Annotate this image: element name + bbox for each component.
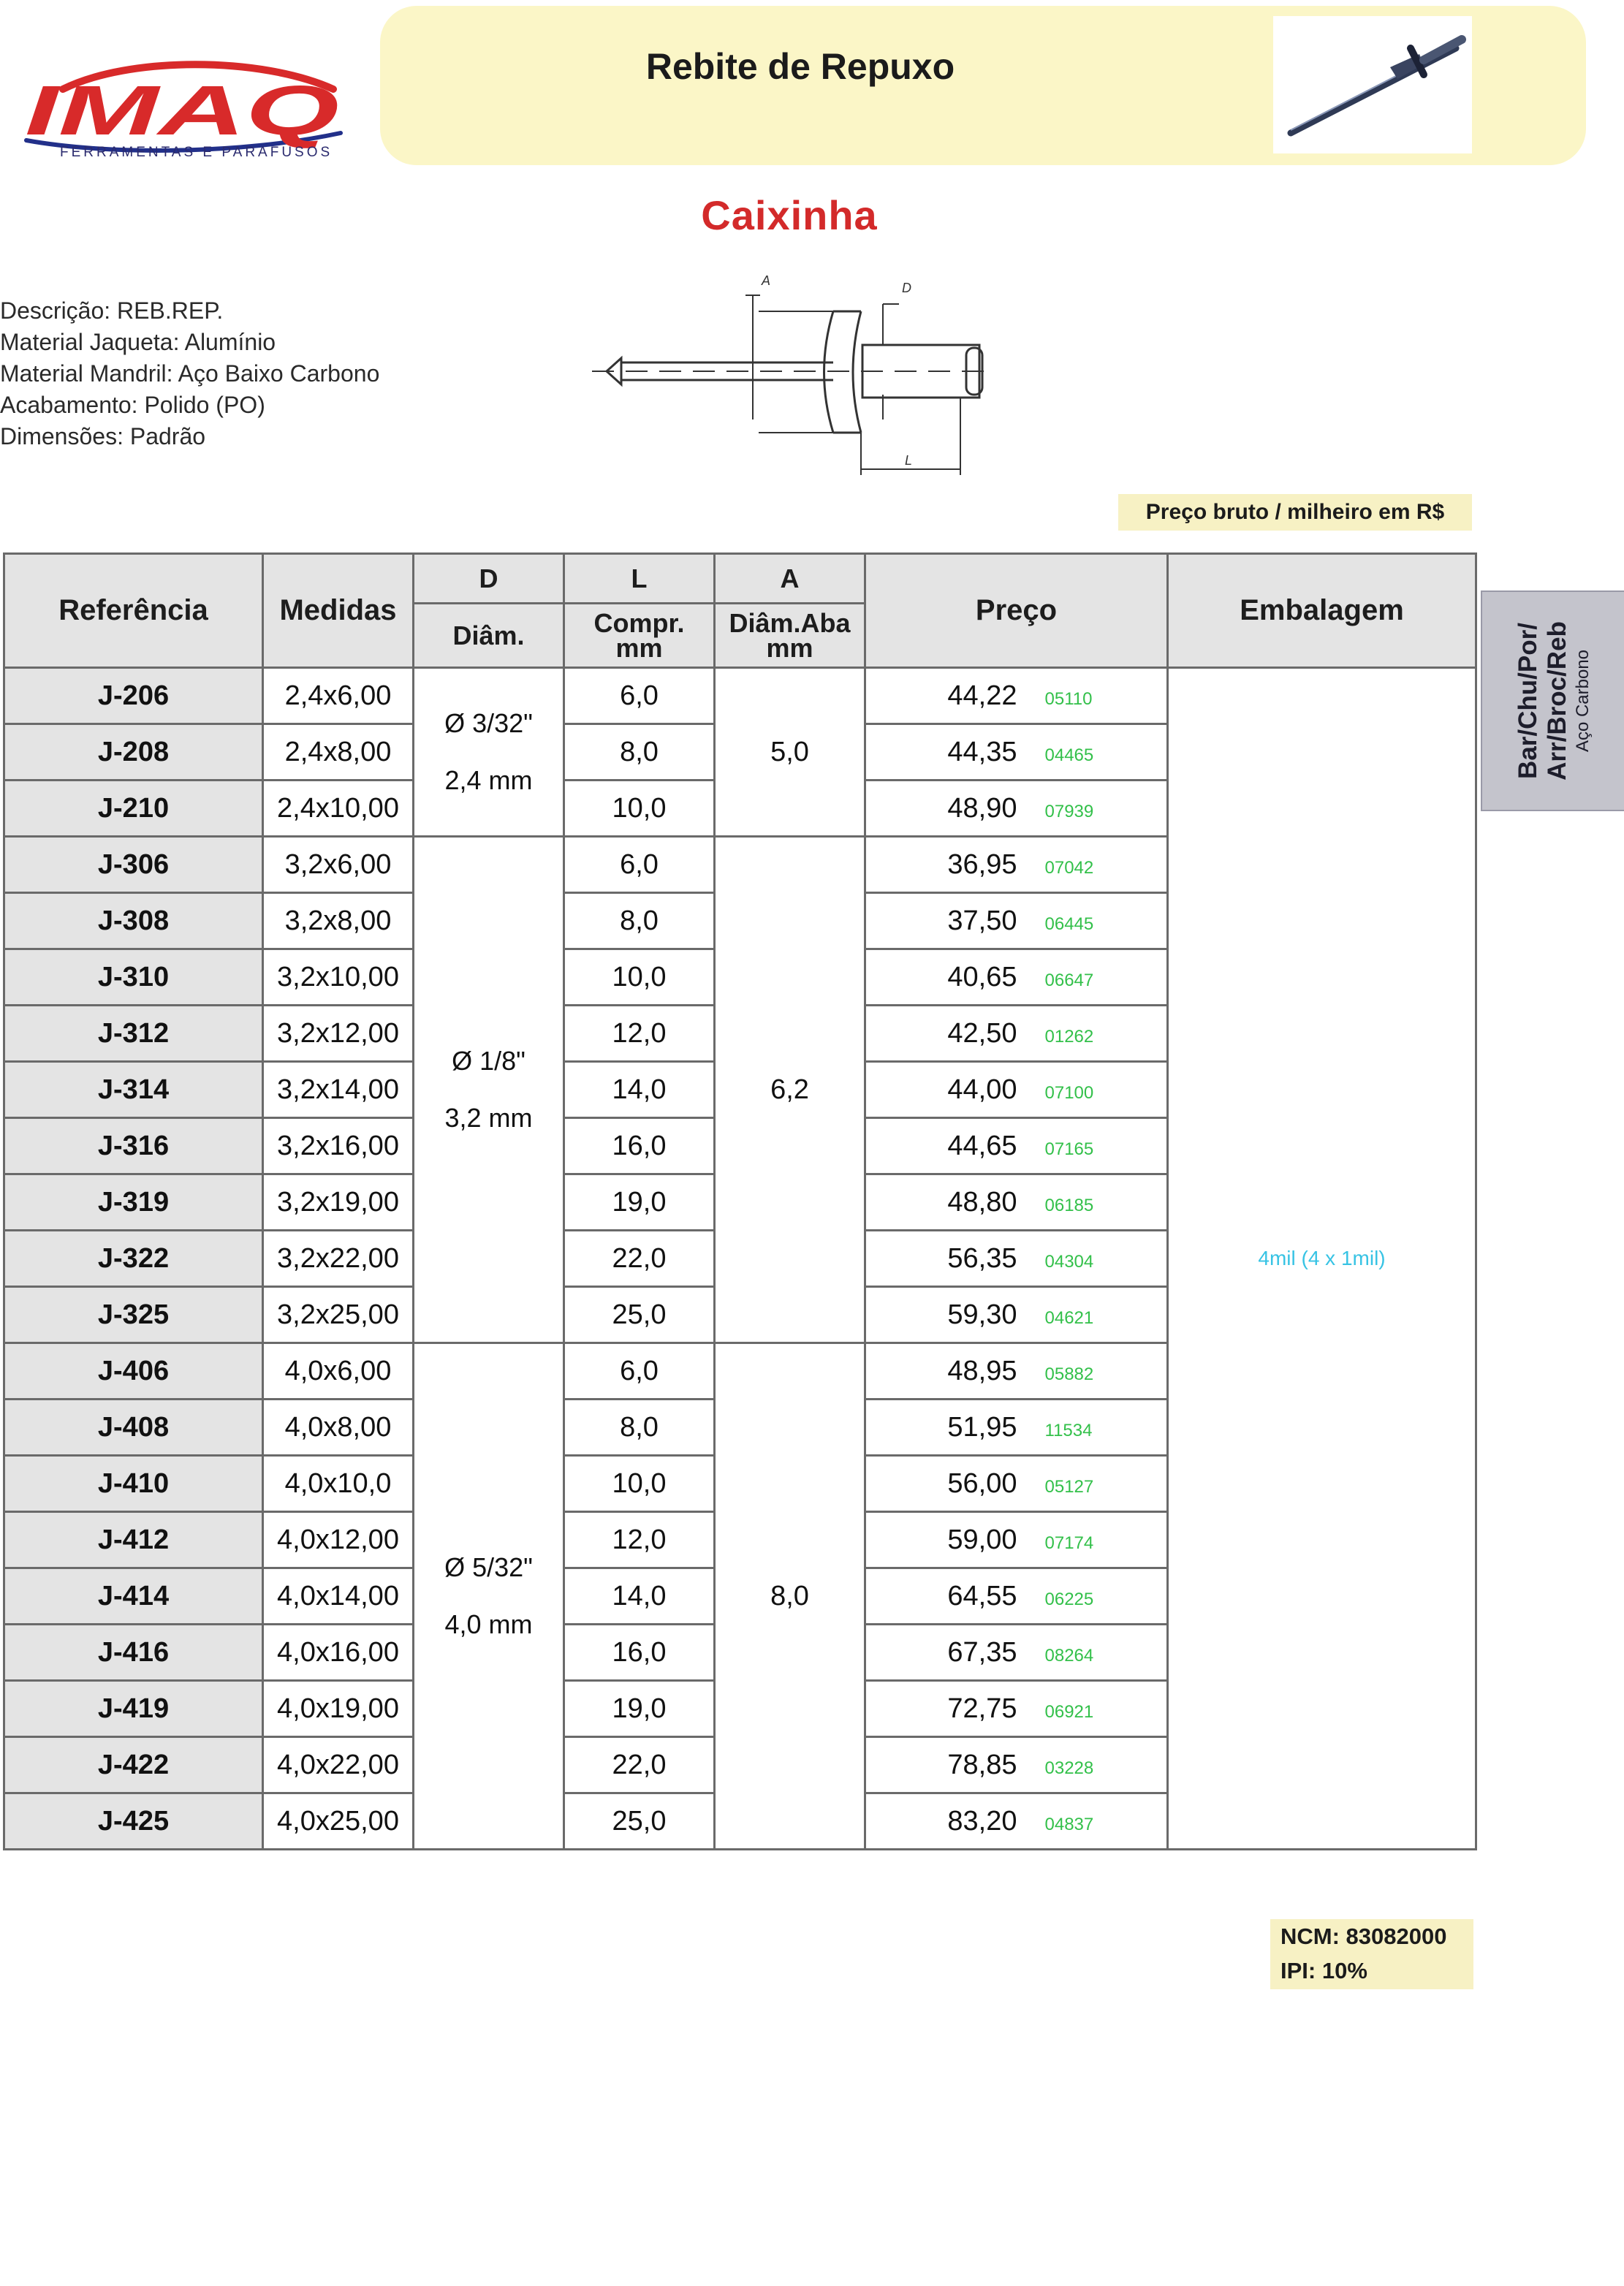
side-tab-line2: Arr/Broc/Reb — [1543, 621, 1571, 781]
cell-medidas: 4,0x10,0 — [263, 1456, 414, 1512]
cell-diametro-aba: 6,2 — [715, 837, 865, 1343]
price-value: 48,95 — [947, 1355, 1017, 1386]
product-code: 07100 — [1044, 1082, 1094, 1103]
header-l-sub-line1: Compr. — [593, 607, 685, 638]
side-tab-text — [1514, 621, 1594, 781]
cell-referencia: J-325 — [4, 1287, 263, 1343]
cell-preco — [865, 893, 1168, 949]
cell-preco — [865, 1343, 1168, 1400]
cell-comprimento: 14,0 — [564, 1062, 715, 1118]
cell-referencia: J-314 — [4, 1062, 263, 1118]
cell-medidas: 3,2x19,00 — [263, 1174, 414, 1231]
product-code: 03228 — [1044, 1758, 1094, 1778]
cell-medidas: 3,2x14,00 — [263, 1062, 414, 1118]
cell-referencia: J-316 — [4, 1118, 263, 1174]
cell-preco — [865, 1118, 1168, 1174]
product-code: 06647 — [1044, 970, 1094, 990]
cell-diametro-aba: 8,0 — [715, 1343, 865, 1850]
cell-medidas: 2,4x8,00 — [263, 724, 414, 781]
product-code: 01262 — [1044, 1026, 1094, 1047]
diametro-mm: 3,2 mm — [444, 1103, 533, 1133]
page-subtitle: Caixinha — [701, 192, 878, 238]
header-a: A — [715, 554, 865, 604]
drawing-label-l: L — [905, 453, 913, 468]
cell-preco — [865, 1512, 1168, 1568]
cell-preco — [865, 1681, 1168, 1737]
cell-referencia: J-322 — [4, 1231, 263, 1287]
price-value: 56,35 — [947, 1242, 1017, 1274]
cell-preco — [865, 1231, 1168, 1287]
cell-preco — [865, 781, 1168, 837]
header-referencia: Referência — [4, 554, 263, 668]
diametro-inch: Ø 3/32" — [444, 708, 533, 738]
cell-medidas: 4,0x22,00 — [263, 1737, 414, 1793]
description-line: Material Jaqueta: Alumínio — [0, 329, 276, 355]
cell-referencia: J-410 — [4, 1456, 263, 1512]
side-tab-line3: Aço Carbono — [1573, 649, 1593, 753]
cell-referencia: J-206 — [4, 668, 263, 724]
cell-referencia: J-425 — [4, 1793, 263, 1850]
cell-referencia: J-312 — [4, 1006, 263, 1062]
product-code: 05882 — [1044, 1364, 1094, 1384]
category-side-tab[interactable] — [1481, 591, 1624, 811]
cell-comprimento: 12,0 — [564, 1512, 715, 1568]
header-preco: Preço — [865, 554, 1168, 668]
cell-referencia: J-306 — [4, 837, 263, 893]
rivet-technical-drawing — [592, 263, 1001, 482]
product-photo — [1273, 16, 1472, 153]
cell-diametro-aba: 5,0 — [715, 668, 865, 837]
logo-tagline: FERRAMENTAS E PARAFUSOS — [60, 145, 333, 160]
title-panel — [380, 6, 1586, 165]
product-code: 07939 — [1044, 801, 1094, 821]
cell-medidas: 3,2x16,00 — [263, 1118, 414, 1174]
price-table — [3, 552, 1477, 1850]
cell-preco — [865, 1568, 1168, 1625]
cell-medidas: 3,2x25,00 — [263, 1287, 414, 1343]
product-code: 04837 — [1044, 1814, 1094, 1834]
cell-embalagem: 4mil (4 x 1mil) — [1168, 668, 1476, 1850]
price-value: 42,50 — [947, 1017, 1017, 1049]
product-code: 11534 — [1044, 1420, 1093, 1440]
product-code: 06225 — [1044, 1589, 1094, 1609]
cell-medidas: 3,2x10,00 — [263, 949, 414, 1006]
cell-referencia: J-208 — [4, 724, 263, 781]
cell-comprimento: 10,0 — [564, 781, 715, 837]
cell-comprimento: 19,0 — [564, 1681, 715, 1737]
diametro-mm: 4,0 mm — [444, 1609, 533, 1639]
cell-comprimento: 16,0 — [564, 1625, 715, 1681]
cell-preco — [865, 1400, 1168, 1456]
cell-diametro — [414, 1343, 564, 1850]
product-code: 04304 — [1044, 1251, 1094, 1272]
cell-medidas: 2,4x6,00 — [263, 668, 414, 724]
product-code: 05110 — [1044, 688, 1093, 709]
rivet-photo-image — [1273, 16, 1472, 153]
cell-referencia: J-414 — [4, 1568, 263, 1625]
cell-preco — [865, 1737, 1168, 1793]
cell-comprimento: 22,0 — [564, 1231, 715, 1287]
cell-comprimento: 22,0 — [564, 1737, 715, 1793]
header-a-sub-line2: mm — [766, 632, 813, 663]
product-code: 07042 — [1044, 857, 1094, 878]
cell-preco — [865, 1006, 1168, 1062]
drawing-label-a: A — [762, 273, 771, 288]
product-code: 08264 — [1044, 1645, 1094, 1666]
header-d-sub: Diâm. — [414, 604, 564, 668]
cell-comprimento: 6,0 — [564, 837, 715, 893]
cell-diametro — [414, 668, 564, 837]
cell-medidas: 4,0x19,00 — [263, 1681, 414, 1737]
product-code: 06921 — [1044, 1701, 1094, 1722]
ipi-rate: IPI: 10% — [1280, 1958, 1367, 1983]
cell-comprimento: 12,0 — [564, 1006, 715, 1062]
table-body — [4, 668, 1476, 1850]
product-code: 06445 — [1044, 914, 1094, 934]
cell-medidas: 3,2x12,00 — [263, 1006, 414, 1062]
price-value: 48,90 — [947, 792, 1017, 824]
cell-referencia: J-416 — [4, 1625, 263, 1681]
product-code: 07174 — [1044, 1533, 1094, 1553]
cell-preco — [865, 668, 1168, 724]
price-value: 44,00 — [947, 1074, 1017, 1105]
cell-medidas: 4,0x16,00 — [263, 1625, 414, 1681]
cell-referencia: J-412 — [4, 1512, 263, 1568]
rivet-drawing-svg — [592, 263, 1001, 482]
cell-diametro — [414, 837, 564, 1343]
price-value: 51,95 — [947, 1411, 1017, 1443]
product-code: 06185 — [1044, 1195, 1094, 1215]
diametro-inch: Ø 1/8" — [452, 1046, 525, 1076]
cell-preco — [865, 1062, 1168, 1118]
cell-comprimento: 8,0 — [564, 893, 715, 949]
cell-comprimento: 6,0 — [564, 1343, 715, 1400]
price-value: 37,50 — [947, 905, 1017, 936]
description-line: Material Mandril: Aço Baixo Carbono — [0, 360, 380, 387]
price-value: 48,80 — [947, 1186, 1017, 1218]
price-note: Preço bruto / milheiro em R$ — [1118, 494, 1472, 531]
cell-comprimento: 8,0 — [564, 1400, 715, 1456]
header-embalagem: Embalagem — [1168, 554, 1476, 668]
cell-comprimento: 25,0 — [564, 1287, 715, 1343]
side-tab-line1: Bar/Chu/Por/ — [1514, 623, 1542, 779]
price-value: 67,35 — [947, 1636, 1017, 1668]
price-value: 56,00 — [947, 1467, 1017, 1499]
product-code: 05127 — [1044, 1476, 1094, 1497]
product-code: 07165 — [1044, 1139, 1094, 1159]
cell-referencia: J-408 — [4, 1400, 263, 1456]
tax-info — [1270, 1919, 1473, 1989]
cell-comprimento: 14,0 — [564, 1568, 715, 1625]
price-value: 64,55 — [947, 1580, 1017, 1611]
cell-comprimento: 10,0 — [564, 1456, 715, 1512]
cell-preco — [865, 724, 1168, 781]
header-d: D — [414, 554, 564, 604]
description-line: Acabamento: Polido (PO) — [0, 392, 265, 418]
cell-referencia: J-310 — [4, 949, 263, 1006]
cell-medidas: 4,0x14,00 — [263, 1568, 414, 1625]
price-value: 44,65 — [947, 1130, 1017, 1161]
price-value: 72,75 — [947, 1693, 1017, 1724]
header-l-sub-line2: mm — [615, 632, 663, 663]
cell-comprimento: 10,0 — [564, 949, 715, 1006]
price-value: 40,65 — [947, 961, 1017, 992]
ncm-code: NCM: 83082000 — [1280, 1924, 1447, 1949]
header-l: L — [564, 554, 715, 604]
logo-brand: IMAQ — [25, 72, 339, 150]
cell-medidas: 4,0x6,00 — [263, 1343, 414, 1400]
cell-referencia: J-210 — [4, 781, 263, 837]
cell-medidas: 4,0x25,00 — [263, 1793, 414, 1850]
cell-referencia: J-422 — [4, 1737, 263, 1793]
table-header-row — [4, 554, 1476, 604]
cell-comprimento: 6,0 — [564, 668, 715, 724]
table-row — [4, 668, 1476, 724]
price-value: 44,35 — [947, 736, 1017, 767]
header-a-sub-line1: Diâm.Aba — [729, 607, 851, 638]
description-line: Dimensões: Padrão — [0, 423, 206, 449]
price-value: 44,22 — [947, 680, 1017, 711]
cell-referencia: J-319 — [4, 1174, 263, 1231]
header-l-sub — [564, 604, 715, 668]
cell-preco — [865, 1625, 1168, 1681]
drawing-label-d: D — [902, 281, 911, 295]
cell-preco — [865, 1793, 1168, 1850]
price-value: 59,00 — [947, 1524, 1017, 1555]
header-a-sub — [715, 604, 865, 668]
cell-medidas: 4,0x12,00 — [263, 1512, 414, 1568]
cell-preco — [865, 1456, 1168, 1512]
price-value: 36,95 — [947, 848, 1017, 880]
price-value: 78,85 — [947, 1749, 1017, 1780]
cell-medidas: 3,2x8,00 — [263, 893, 414, 949]
cell-referencia: J-406 — [4, 1343, 263, 1400]
price-value: 83,20 — [947, 1805, 1017, 1837]
cell-medidas: 3,2x6,00 — [263, 837, 414, 893]
product-description — [0, 295, 379, 452]
cell-medidas: 4,0x8,00 — [263, 1400, 414, 1456]
cell-preco — [865, 1287, 1168, 1343]
cell-comprimento: 8,0 — [564, 724, 715, 781]
product-code: 04465 — [1044, 745, 1094, 765]
price-value: 59,30 — [947, 1299, 1017, 1330]
cell-comprimento: 25,0 — [564, 1793, 715, 1850]
description-line: Descrição: REB.REP. — [0, 297, 224, 324]
cell-preco — [865, 949, 1168, 1006]
cell-comprimento: 19,0 — [564, 1174, 715, 1231]
cell-comprimento: 16,0 — [564, 1118, 715, 1174]
cell-medidas: 3,2x22,00 — [263, 1231, 414, 1287]
product-code: 04621 — [1044, 1307, 1094, 1328]
diametro-inch: Ø 5/32" — [444, 1552, 533, 1582]
cell-preco — [865, 837, 1168, 893]
diametro-mm: 2,4 mm — [444, 765, 533, 795]
header-medidas: Medidas — [263, 554, 414, 668]
page-title: Rebite de Repuxo — [645, 46, 955, 87]
cell-referencia: J-308 — [4, 893, 263, 949]
cell-preco — [865, 1174, 1168, 1231]
cell-referencia: J-419 — [4, 1681, 263, 1737]
cell-medidas: 2,4x10,00 — [263, 781, 414, 837]
